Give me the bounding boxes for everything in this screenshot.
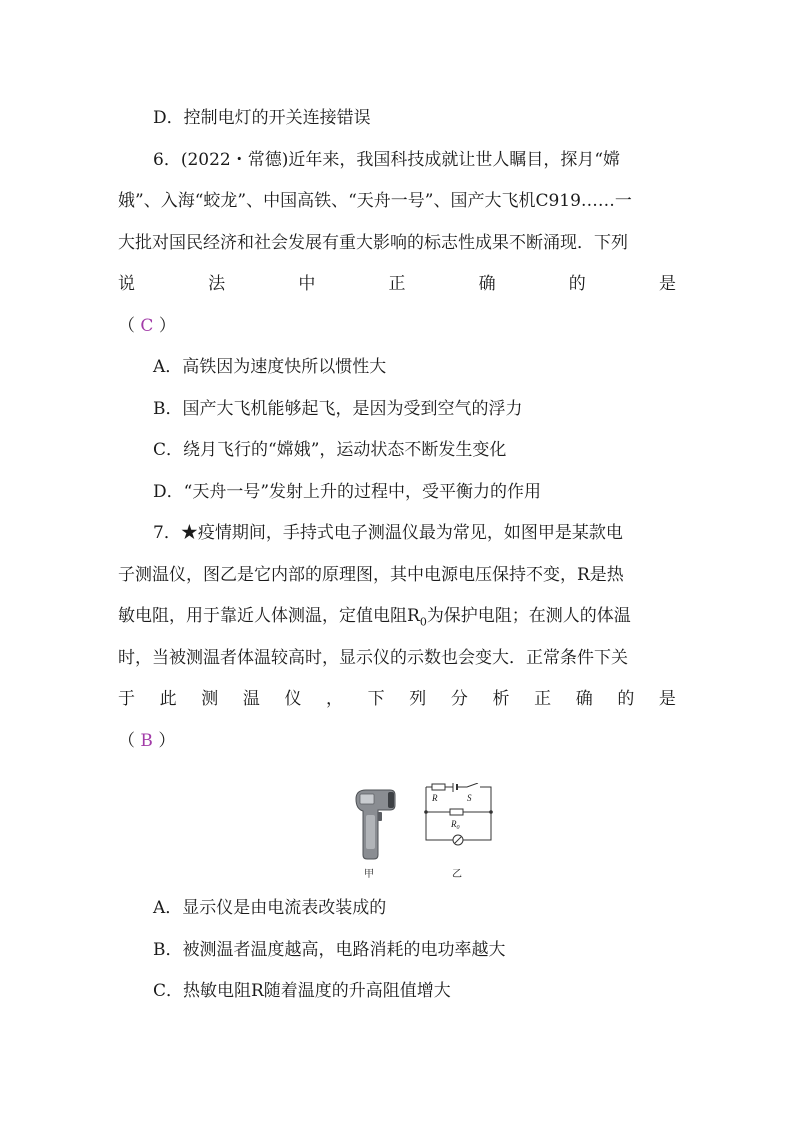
q7-word: 测 — [201, 689, 219, 709]
caption-jia: 甲 — [364, 869, 374, 880]
q7-word: ， — [326, 689, 344, 709]
q7-word: 仪 — [284, 689, 302, 709]
q7-line-4: 时，当被测温者体温较高时，显示仪的示数也会变大．正常条件下关 — [118, 648, 628, 668]
q7-line-3-sub: 0 — [419, 615, 427, 629]
q6-line-1: 6．(2022・常德)近年来，我国科技成就让世人瞩目，探月“嫦 — [153, 150, 621, 170]
q6-option-b: B．国产大飞机能够起飞，是因为受到空气的浮力 — [153, 399, 523, 419]
label-r: R — [432, 793, 438, 803]
q7-word: 分 — [450, 689, 468, 709]
label-r0-sub: 0 — [456, 825, 460, 831]
q7-word: 列 — [409, 689, 427, 709]
q7-word: 此 — [159, 689, 177, 709]
q6-option-d: D．“天舟一号”发射上升的过程中，受平衡力的作用 — [153, 482, 542, 502]
q7-answer: B — [140, 731, 153, 751]
label-s: S — [467, 793, 472, 803]
caption-yi: 乙 — [452, 869, 462, 880]
q6-word: 的 — [568, 274, 586, 294]
q7-word: 下 — [367, 689, 385, 709]
q6-line-2: 娥”、入海“蛟龙”、中国高铁、“天舟一号”、国产大飞机C919……一 — [118, 191, 632, 211]
option-d-prev: D．控制电灯的开关连接错误 — [153, 108, 371, 128]
q6-word: 是 — [658, 274, 676, 294]
q7-word: 正 — [534, 689, 552, 709]
q7-answer-line — [118, 730, 678, 752]
q7-option-c: C．热敏电阻R随着温度的升高阻值增大 — [153, 981, 451, 1001]
q6-line-3: 大批对国民经济和社会发展有重大影响的标志性成果不断涌现．下列 — [118, 233, 628, 253]
q7-line-3-prefix: 敏电阻，用于靠近人体测温，定值电阻R — [118, 606, 420, 626]
q7-line-5 — [118, 688, 676, 710]
q6-word: 中 — [298, 274, 316, 294]
q6-option-a: A．高铁因为速度快所以惯性大 — [153, 357, 387, 377]
q7-line-1: 7．★疫情期间，手持式电子测温仪最为常见，如图甲是某款电 — [153, 523, 623, 543]
q7-line-3 — [118, 605, 678, 633]
q6-paren-open: （ — [118, 316, 135, 336]
q7-word: 的 — [617, 689, 635, 709]
q6-word: 正 — [388, 274, 406, 294]
q6-word: 说 — [118, 274, 135, 294]
q7-line-3-suffix: 为保护电阻；在测人的体温 — [426, 606, 631, 626]
q7-word: 温 — [242, 689, 260, 709]
q7-option-b: B．被测温者温度越高，电路消耗的电功率越大 — [153, 940, 506, 960]
label-r0 — [450, 819, 460, 831]
q6-word: 法 — [208, 274, 226, 294]
q6-word: 确 — [478, 274, 496, 294]
q7-line-2: 子测温仪，图乙是它内部的原理图，其中电源电压保持不变，R是热 — [118, 565, 624, 585]
q7-word: 于 — [118, 689, 135, 709]
q6-answer-line — [118, 315, 678, 337]
q7-word: 析 — [492, 689, 510, 709]
q7-figure — [350, 783, 500, 883]
q6-answer: C — [140, 316, 154, 336]
q6-paren-close: ） — [158, 316, 176, 336]
q7-word: 是 — [658, 689, 676, 709]
label-r0-main: R — [451, 819, 457, 829]
q6-line-4 — [118, 273, 676, 295]
q7-word: 确 — [575, 689, 593, 709]
q7-option-a: A．显示仪是由电流表改装成的 — [153, 898, 387, 918]
thermometer-illustration — [356, 790, 395, 859]
q6-option-c: C．绕月飞行的“嫦娥”，运动状态不断发生变化 — [153, 440, 507, 460]
q7-paren-close: ） — [158, 731, 176, 751]
q7-paren-open: （ — [118, 731, 135, 751]
